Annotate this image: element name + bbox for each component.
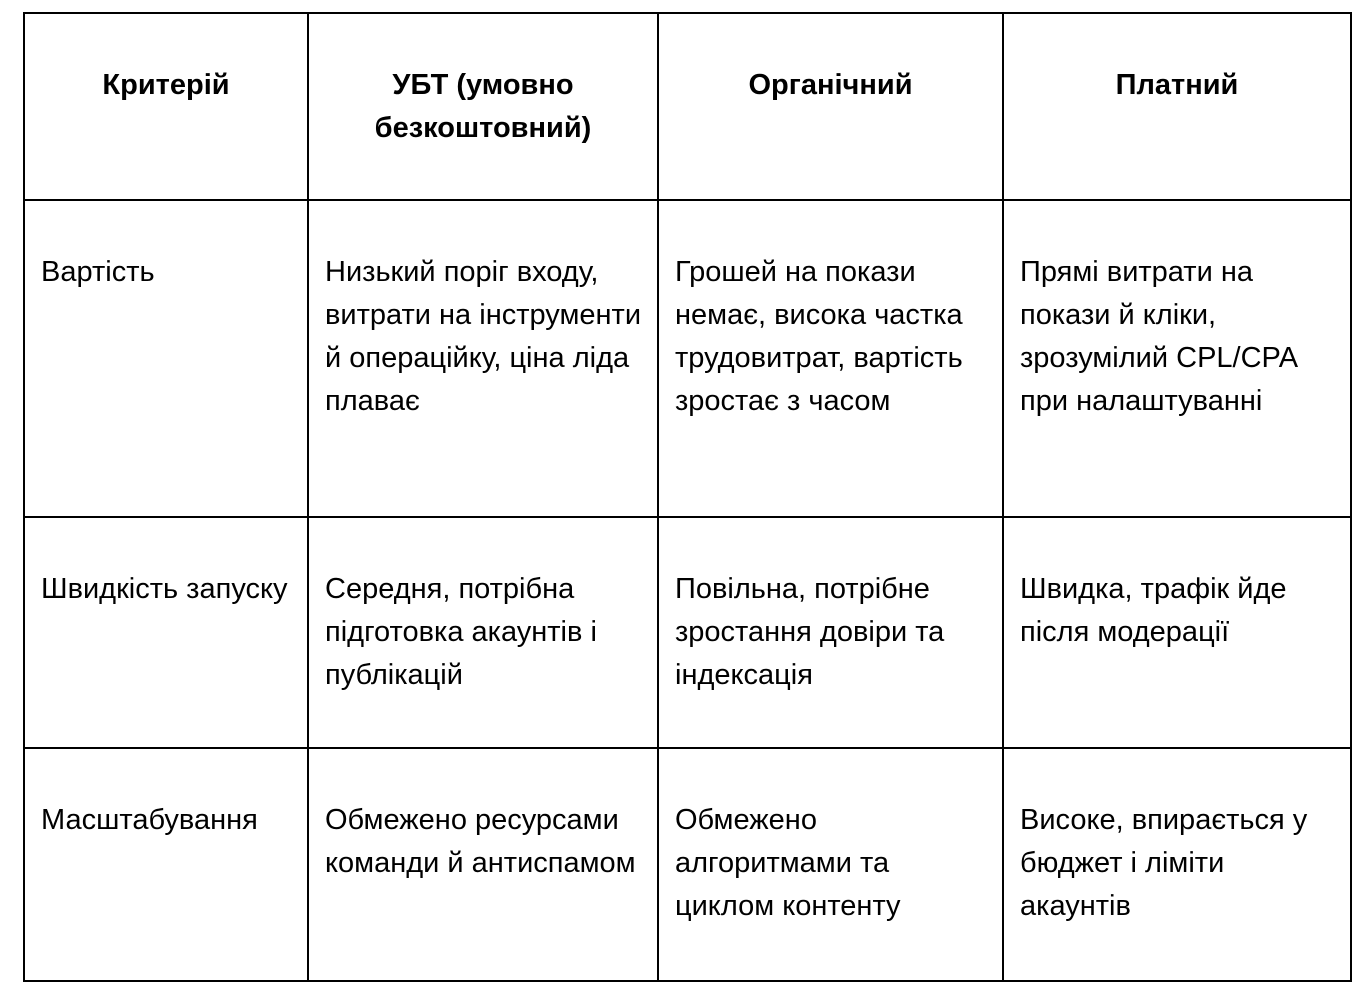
organic-text: Обмежено алгоритмами та циклом контенту — [675, 804, 901, 922]
cell-ubt — [308, 748, 658, 981]
header-ubt-label: УБТ (умовно безкоштовний) — [374, 69, 592, 144]
ubt-text: Низький поріг входу, витрати на інструменти й операційку, ціна ліда плаває — [325, 256, 642, 417]
cell-organic — [658, 517, 1003, 748]
header-row — [24, 13, 1351, 200]
comparison-table — [23, 12, 1352, 982]
table-row-cost — [24, 200, 1351, 517]
paid-text: Швидка, трафік йде після модерації — [1020, 573, 1287, 648]
cell-ubt — [308, 517, 658, 748]
table-body — [24, 200, 1351, 981]
table-row-speed — [24, 517, 1351, 748]
header-organic — [658, 13, 1003, 200]
organic-text: Грошей на покази немає, висока частка трудовитрат, вартість зростає з часом — [675, 256, 963, 417]
ubt-text: Середня, потрібна підготовка акаунтів і публікацій — [325, 573, 597, 691]
cell-paid — [1003, 748, 1351, 981]
cell-paid — [1003, 200, 1351, 517]
header-organic-label: Органічний — [748, 69, 913, 101]
criterion-text: Вартість — [41, 256, 155, 288]
cell-organic — [658, 748, 1003, 981]
header-criterion — [24, 13, 308, 200]
table-header — [24, 13, 1351, 200]
criterion-text: Масштабування — [41, 804, 258, 836]
cell-criterion — [24, 748, 308, 981]
paid-text: Високе, впирається у бюджет і ліміти акаунтів — [1020, 804, 1308, 922]
cell-organic — [658, 200, 1003, 517]
ubt-text: Обмежено ресурсами команди й антиспамом — [325, 804, 636, 879]
cell-criterion — [24, 200, 308, 517]
header-criterion-label: Критерій — [102, 69, 230, 101]
cell-paid — [1003, 517, 1351, 748]
header-paid-label: Платний — [1115, 69, 1239, 101]
table-row-scale — [24, 748, 1351, 981]
cell-ubt — [308, 200, 658, 517]
criterion-text: Швидкість запуску — [41, 573, 288, 605]
header-ubt — [308, 13, 658, 200]
organic-text: Повільна, потрібне зростання довіри та індексація — [675, 573, 945, 691]
cell-criterion — [24, 517, 308, 748]
paid-text: Прямі витрати на покази й кліки, зрозумілий CPL/CPA при налаштуванні — [1020, 256, 1297, 417]
header-paid — [1003, 13, 1351, 200]
